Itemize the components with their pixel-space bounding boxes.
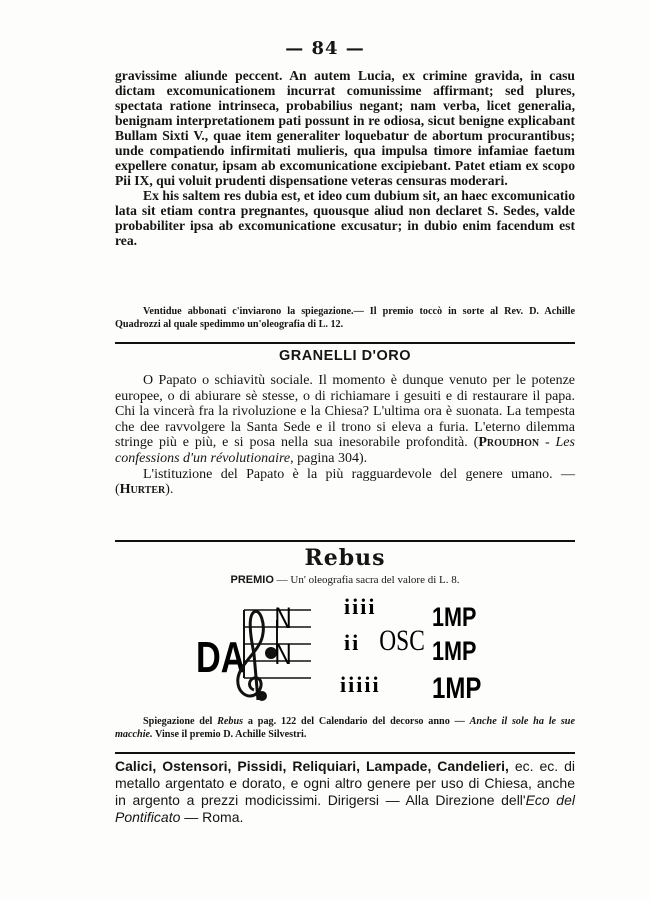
granelli-text <box>115 373 575 498</box>
page-number: — 84 — <box>285 38 365 59</box>
section-divider <box>115 342 575 344</box>
rebus-osc: OSC <box>379 623 425 657</box>
advert-lead: Calici, Ostensori, Pissidi, Reliquiari, Lampade, Candelieri, <box>115 758 509 774</box>
granelli-title: GRANELLI D'ORO <box>278 348 412 364</box>
rebus-mp-1: 1MP <box>432 602 477 633</box>
section-divider <box>115 752 575 754</box>
granelli-source-1: - Les confessions d'un révolutionaire <box>115 435 575 466</box>
solution-prefix: Spiegazione del <box>143 716 218 727</box>
rebus-i-row-1: iiii <box>344 594 377 619</box>
granelli-page-ref-1: , pagina 304). <box>290 450 368 466</box>
music-note-icon <box>257 691 267 701</box>
rebus-solution <box>115 715 575 741</box>
advert-body: ec. ec. di metallo argentato e dorato, e ogni altro genere per uso di Chiesa, anche in argento a prezzi modicissimi. Dirigersi — Alla Direzione dell' <box>115 758 575 808</box>
granelli-quote-2-text: L'istituzione del Papato è la più ragguardevole del genere umano. — ( <box>115 466 575 498</box>
latin-paragraph-1: gravissime aliunde peccent. An autem Lucia, ex crimine gravida, in casu dictam excomunicationem incurrat comunissime affirmant; sed plures, spectata ratione intrinseca, probabilius negant; nam verba, licet generalia, benignam interpretationem pati possunt in re odiosa, sicut benigne explicabant Bullam Sixti V., quae item generaliter loquebatur de abortum procurantibus; unde compatiendo infirmitati mulieris, qua impulsa timore infamiae faetum expellere conatur, ipsam ab excomunicatione excipiebant. Patet etiam ex scopo Pii IX, qui voluit prudenti dispensatione veteras censuras moderari. <box>115 68 575 188</box>
prize-label: PREMIO <box>230 574 274 586</box>
granelli-author-2: Hurter <box>119 482 166 498</box>
solution-answer: Anche il sole ha le sue macchie. <box>115 716 575 740</box>
advert-journal: Eco del Pontificato <box>115 792 575 825</box>
rebus-solution-text <box>115 715 575 741</box>
rebus-prize <box>115 574 575 586</box>
rebus-i-row-2: ii <box>344 630 361 655</box>
granelli-close-2: ). <box>165 482 174 498</box>
solution-mid: a pag. 122 del Calendario del decorso anno — <box>243 716 470 727</box>
prize-text: — Un' oleografia sacra del valore di L. 8. <box>273 574 460 586</box>
solution-suffix: Vinse il premio D. Achille Silvestri. <box>152 729 307 740</box>
rebus-mp-2: 1MP <box>432 636 477 667</box>
advert-text <box>115 758 575 826</box>
rebus-figure <box>196 594 516 704</box>
granelli-author-1: Proudhon <box>478 435 540 451</box>
advertisement <box>115 758 575 826</box>
rebus-da: DA <box>196 632 246 683</box>
granelli-quote-2 <box>115 467 575 498</box>
latin-text <box>115 68 575 248</box>
subscribers-note-text: Ventidue abbonati c'inviarono la spiegazione.— Il premio toccò in sorte al Rev. D. Achille Quadrozzi al quale spedimmo un'oleografia di L. 12. <box>115 306 575 330</box>
granelli-quote-1-text: O Papato o schiavitù sociale. Il momento è dunque venuto per le potenze europee, o di abiurare sè stesse, o di richiamare i gesuiti e di restaurare il papa. Chi la vincerà fra la rivoluzione e la Chiesa? L'ultima ora è suonata. La tempesta che dee ravvolgere la Santa Sede e il trono si eleva a furia. L'eterno dilemma stringe più e più, e si posa nella sua inesorabile profondità. ( <box>115 373 575 451</box>
rebus-i-row-3: iiiii <box>340 672 381 697</box>
rebus-n-2: N <box>274 636 292 671</box>
section-divider <box>115 540 575 542</box>
advert-tail: — Roma. <box>180 809 244 825</box>
rebus-title: Rebus <box>304 545 386 571</box>
granelli-quote-1 <box>115 373 575 467</box>
latin-paragraph-2: Ex his saltem res dubia est, et ideo cum dubium sit, an haec excomunicatio lata sit etiam contra pregnantes, quousque aliud non declaret S. Sedes, valde probabiliter ipsa ab excomunicatione excusatur; in dubio enim facendum est rea. <box>115 188 575 248</box>
subscribers-note <box>115 305 575 331</box>
rebus-mp-3: 1MP <box>432 670 482 704</box>
rebus-n-1: N <box>274 600 292 635</box>
solution-rebus-word: Rebus <box>217 716 244 727</box>
